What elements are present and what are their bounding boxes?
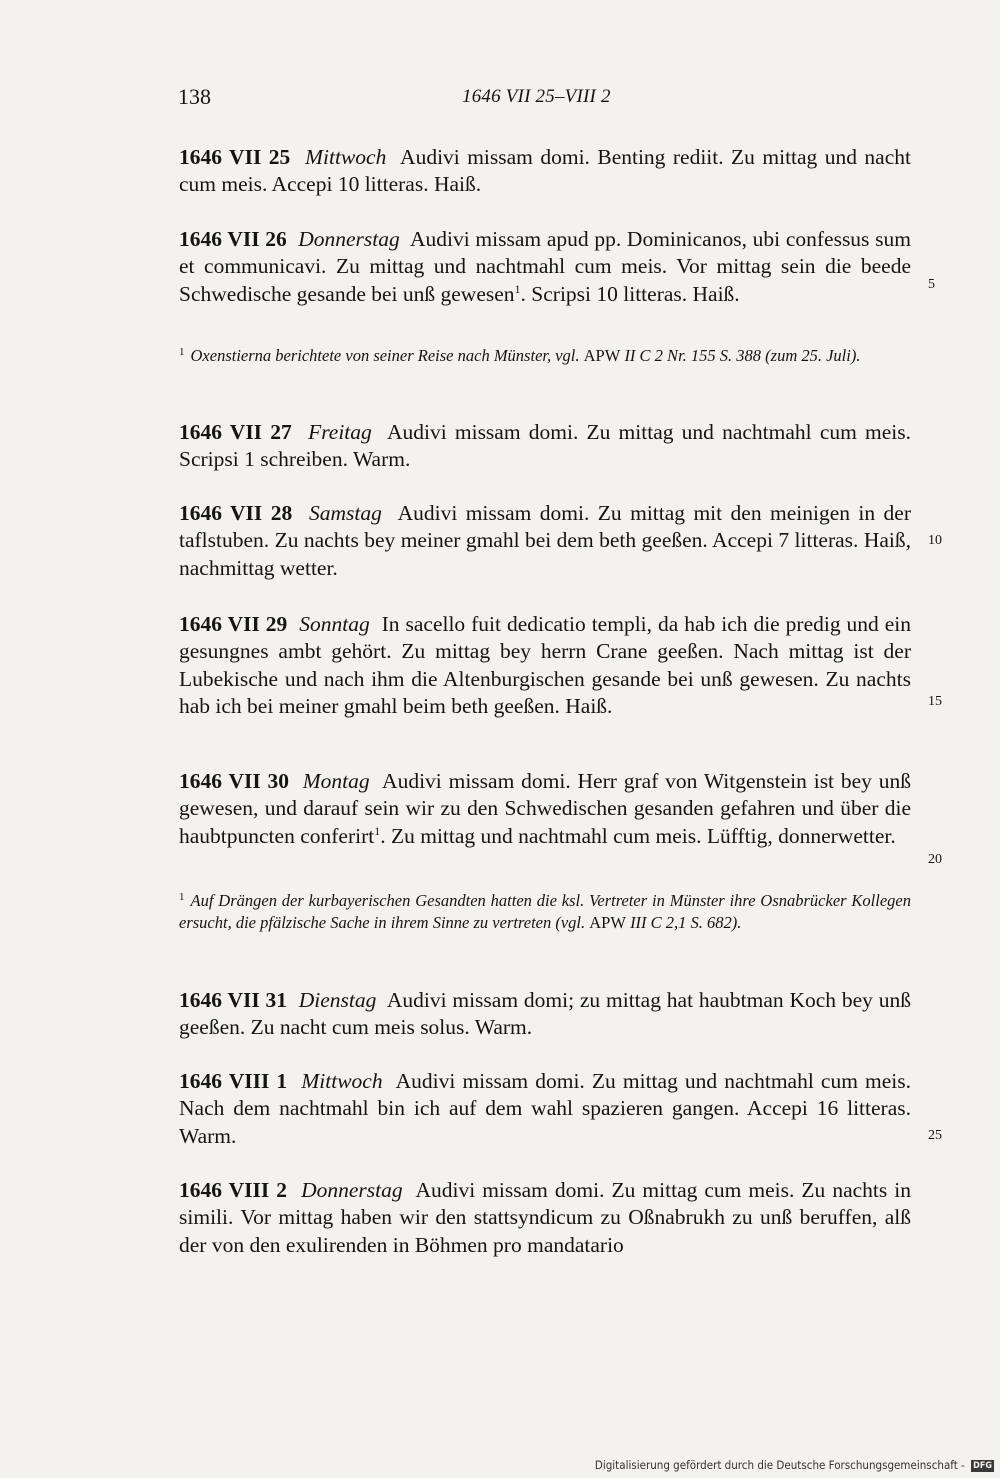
footnote [179, 345, 911, 367]
diary-entry [179, 226, 911, 308]
line-number: 25 [928, 1128, 942, 1143]
entry-weekday: Montag [302, 769, 370, 793]
entry-text: Audivi missam domi. Zu mittag und nachtmahl cum meis. Nach dem nachtmahl bin ich auf dem wahl spazieren gangen. Accepi 16 litteras. Warm. [179, 1069, 912, 1148]
entry-date: 1646 VIII 1 [179, 1069, 288, 1093]
footnote-abbreviation: APW [589, 913, 626, 932]
entry-date: 1646 VII 28 [179, 501, 293, 525]
entry-text-continued: . Scripsi 10 litteras. Haiß. [520, 281, 740, 306]
footnote-reference: 1 [514, 281, 521, 296]
footnote-text: Oxenstierna berichtete von seiner Reise nach Münster, vgl. [190, 346, 584, 365]
diary-entry [179, 144, 911, 199]
entry-weekday: Freitag [308, 420, 372, 444]
entry-date: 1646 VII 31 [179, 988, 288, 1012]
entry-weekday: Samstag [309, 501, 382, 525]
entry-text: Audivi missam apud pp. Dominicanos, ubi confessus sum et communicavi. Zu mittag und nachtmahl cum meis. Vor mittag sein die beede Schwedische gesande bei unß gewesen [179, 227, 911, 306]
diary-entry [179, 500, 911, 582]
footnote-mark: 1 [179, 345, 185, 358]
diary-entry [179, 419, 911, 474]
line-number: 10 [928, 533, 942, 548]
footnote [179, 890, 911, 934]
dfg-logo: DFG [973, 1460, 992, 1471]
footnote-text: Auf Drängen der kurbayerischen Gesandten hatten die ksl. Vertreter in Münster ihre Osnabrücker Kollegen ersucht, die pfälzische Sache in ihrem Sinne zu vertreten (vgl. [179, 891, 911, 932]
diary-entry [179, 1177, 911, 1259]
entry-text: In sacello fuit dedicatio templi, da hab ich die predig und ein gesungnes ambt gehört. Zu mittag bey herrn Crane geeßen. Nach mittag ist der Lubekische und nach ihm die Altenburgischen gesande bei unß gewesen. Zu nachts hab ich bei meiner gmahl beim beth geeßen. Haiß. [179, 612, 912, 718]
digitization-credit [595, 1458, 994, 1472]
entry-date: 1646 VII 27 [179, 420, 292, 444]
footnote-abbreviation: APW [583, 346, 621, 365]
entry-text: Audivi missam domi; zu mittag hat haubtman Koch bey unß geeßen. Zu nacht cum meis solus. Warm. [179, 988, 911, 1040]
line-number: 20 [928, 852, 942, 867]
page-number: 138 [178, 84, 211, 109]
footnote-text-continued: III C 2,1 S. 682). [625, 913, 742, 932]
entry-date: 1646 VII 25 [179, 145, 291, 169]
entry-weekday: Mittwoch [301, 1069, 383, 1093]
entry-text: Audivi missam domi. Zu mittag cum meis. Zu nachts in simili. Vor mittag haben wir den stattsyndicum zu Oßnabrukh zu unß beruffen, alß der von den exulirenden in Böhmen pro mandatario [179, 1178, 911, 1257]
entry-date: 1646 VII 26 [179, 227, 287, 251]
entry-weekday: Dienstag [298, 988, 377, 1012]
line-number: 5 [928, 277, 935, 292]
diary-entry [179, 987, 911, 1042]
entry-date: 1646 VIII 2 [179, 1178, 288, 1202]
entry-weekday: Donnerstag [298, 227, 400, 251]
entry-weekday: Sonntag [299, 612, 370, 636]
entry-weekday: Donnerstag [301, 1178, 403, 1202]
diary-entry [179, 1068, 911, 1150]
footnote-text-continued: II C 2 Nr. 155 S. 388 (zum 25. Juli). [620, 346, 861, 365]
credit-text: Digitalisierung gefördert durch die Deutsche Forschungsgemeinschaft - [594, 1458, 965, 1472]
entry-text: Audivi missam domi. Benting rediit. Zu mittag und nacht cum meis. Accepi 10 litteras. Haiß. [179, 145, 911, 197]
entry-date: 1646 VII 30 [179, 769, 290, 793]
running-head: 1646 VII 25–VIII 2 [462, 86, 611, 107]
entry-date: 1646 VII 29 [179, 612, 288, 636]
entry-text: Audivi missam domi. Zu mittag und nachtmahl cum meis. Scripsi 1 schreiben. Warm. [179, 420, 911, 472]
entry-text: Audivi missam domi. Zu mittag mit den meinigen in der taflstuben. Zu nachts bey meiner gmahl bei dem beth geeßen. Accepi 7 litteras. Haiß, nachmittag wetter. [179, 501, 911, 580]
footnote-mark: 1 [179, 890, 185, 903]
footnote-reference: 1 [374, 823, 381, 838]
entry-text-continued: . Zu mittag und nachtmahl cum meis. Lüfftig, donnerwetter. [380, 823, 896, 848]
entry-weekday: Mittwoch [305, 145, 387, 169]
diary-entry [179, 768, 911, 850]
entry-text: Audivi missam domi. Herr graf von Witgenstein ist bey unß gewesen, und darauf sein wir zu den Schwedischen gesanden gefahren und über die haubtpuncten conferirt [179, 769, 911, 848]
diary-entry [179, 611, 911, 720]
line-number: 15 [928, 694, 942, 709]
